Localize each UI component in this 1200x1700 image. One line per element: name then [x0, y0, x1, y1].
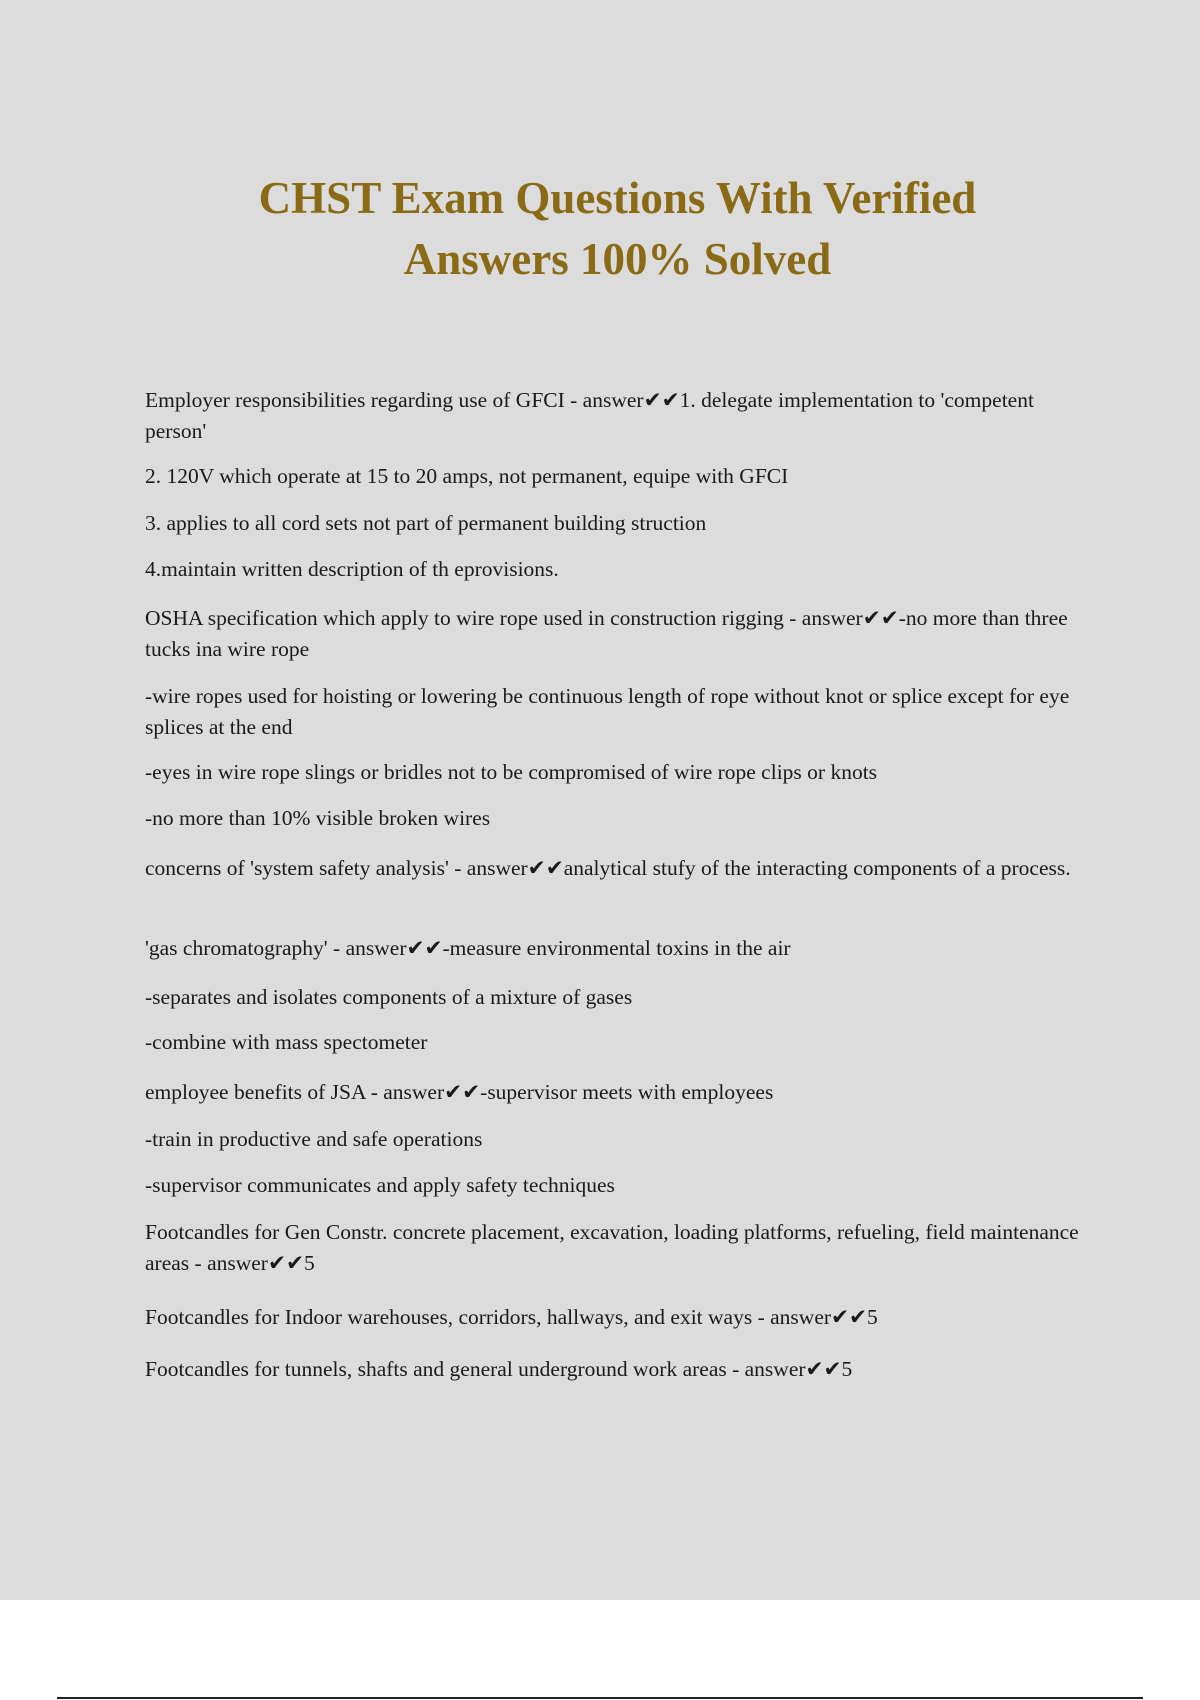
answer-line: -no more than 10% visible broken wires: [145, 806, 491, 830]
answer-line: -train in productive and safe operations: [145, 1127, 483, 1151]
answer-line: -eyes in wire rope slings or bridles not to be compromised of wire rope clips or knots: [145, 760, 878, 784]
question-paragraph: Footcandles for tunnels, shafts and general underground work areas - answer✔✔5: [145, 1357, 853, 1381]
answer-line: -combine with mass spectometer: [145, 1030, 428, 1054]
question-paragraph: 'gas chromatography' - answer✔✔-measure environmental toxins in the air: [145, 936, 791, 960]
answer-line: -wire ropes used for hoisting or lowering be continuous length of rope without knot or splice except for eye splices at the end: [145, 684, 1070, 739]
answer-line: 4.maintain written description of th eprovisions.: [145, 557, 559, 581]
answer-line: 3. applies to all cord sets not part of permanent building struction: [145, 511, 707, 535]
answer-line: 2. 120V which operate at 15 to 20 amps, not permanent, equipe with GFCI: [145, 464, 789, 488]
question-paragraph: employee benefits of JSA - answer✔✔-supervisor meets with employees: [145, 1080, 774, 1104]
answer-line: -separates and isolates components of a mixture of gases: [145, 985, 633, 1009]
answer-line: -supervisor communicates and apply safety techniques: [145, 1173, 615, 1197]
question-paragraph: Employer responsibilities regarding use of GFCI - answer✔✔1. delegate implementation to 'competent person': [145, 388, 1034, 443]
question-paragraph: Footcandles for Indoor warehouses, corridors, hallways, and exit ways - answer✔✔5: [145, 1305, 878, 1329]
page-divider: [57, 1697, 1143, 1699]
page-title: [120, 168, 1115, 290]
question-paragraph: OSHA specification which apply to wire rope used in construction rigging - answer✔✔-no more than three tucks ina wire rope: [145, 606, 1068, 661]
title-line-1: CHST Exam Questions With Verified: [258, 173, 977, 223]
title-line-2: Answers 100% Solved: [403, 234, 832, 284]
question-paragraph: concerns of 'system safety analysis' - answer✔✔analytical stufy of the interacting components of a process.: [145, 856, 1071, 880]
question-paragraph: Footcandles for Gen Constr. concrete placement, excavation, loading platforms, refueling, field maintenance areas - answer✔✔5: [145, 1220, 1079, 1275]
